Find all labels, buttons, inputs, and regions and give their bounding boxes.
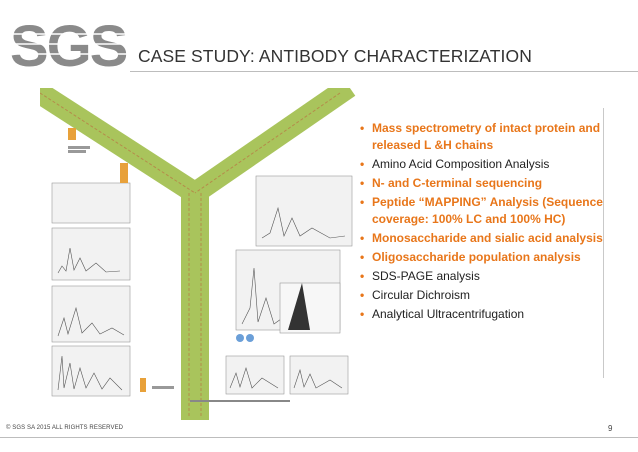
bullet-mass-spectrometry: • Mass spectrometry of intact protein and released L &H chains — [360, 120, 610, 154]
title-divider — [130, 71, 638, 72]
bullet-ultracentrifugation: • Analytical Ultracentrifugation — [360, 306, 610, 323]
bullet-terminal-sequencing: • N- and C-terminal sequencing — [360, 175, 610, 192]
footer-divider — [0, 437, 638, 438]
sgs-logo — [8, 14, 130, 74]
slide-title: CASE STUDY: ANTIBODY CHARACTERIZATION — [138, 46, 532, 66]
bullet-peptide-mapping: • Peptide “MAPPING” Analysis (Sequence coverage: 100% LC and 100% HC) — [360, 194, 610, 228]
bullet-sds-page: • SDS-PAGE analysis — [360, 268, 610, 285]
copyright-footer: © SGS SA 2015 ALL RIGHTS RESERVED — [6, 425, 124, 431]
bullet-amino-acid: • Amino Acid Composition Analysis — [360, 156, 610, 173]
analysis-list — [360, 120, 610, 325]
logo-text: SGS — [10, 14, 127, 74]
bullet-monosaccharide: • Monosaccharide and sialic acid analysis — [360, 230, 610, 247]
bullet-oligosaccharide: • Oligosaccharide population analysis — [360, 249, 610, 266]
page-number: 9 — [608, 424, 613, 433]
right-thumbnails — [120, 163, 352, 402]
bullet-circular-dichroism: • Circular Dichroism — [360, 287, 610, 304]
right-divider — [603, 108, 604, 378]
antibody-diagram — [40, 88, 360, 423]
